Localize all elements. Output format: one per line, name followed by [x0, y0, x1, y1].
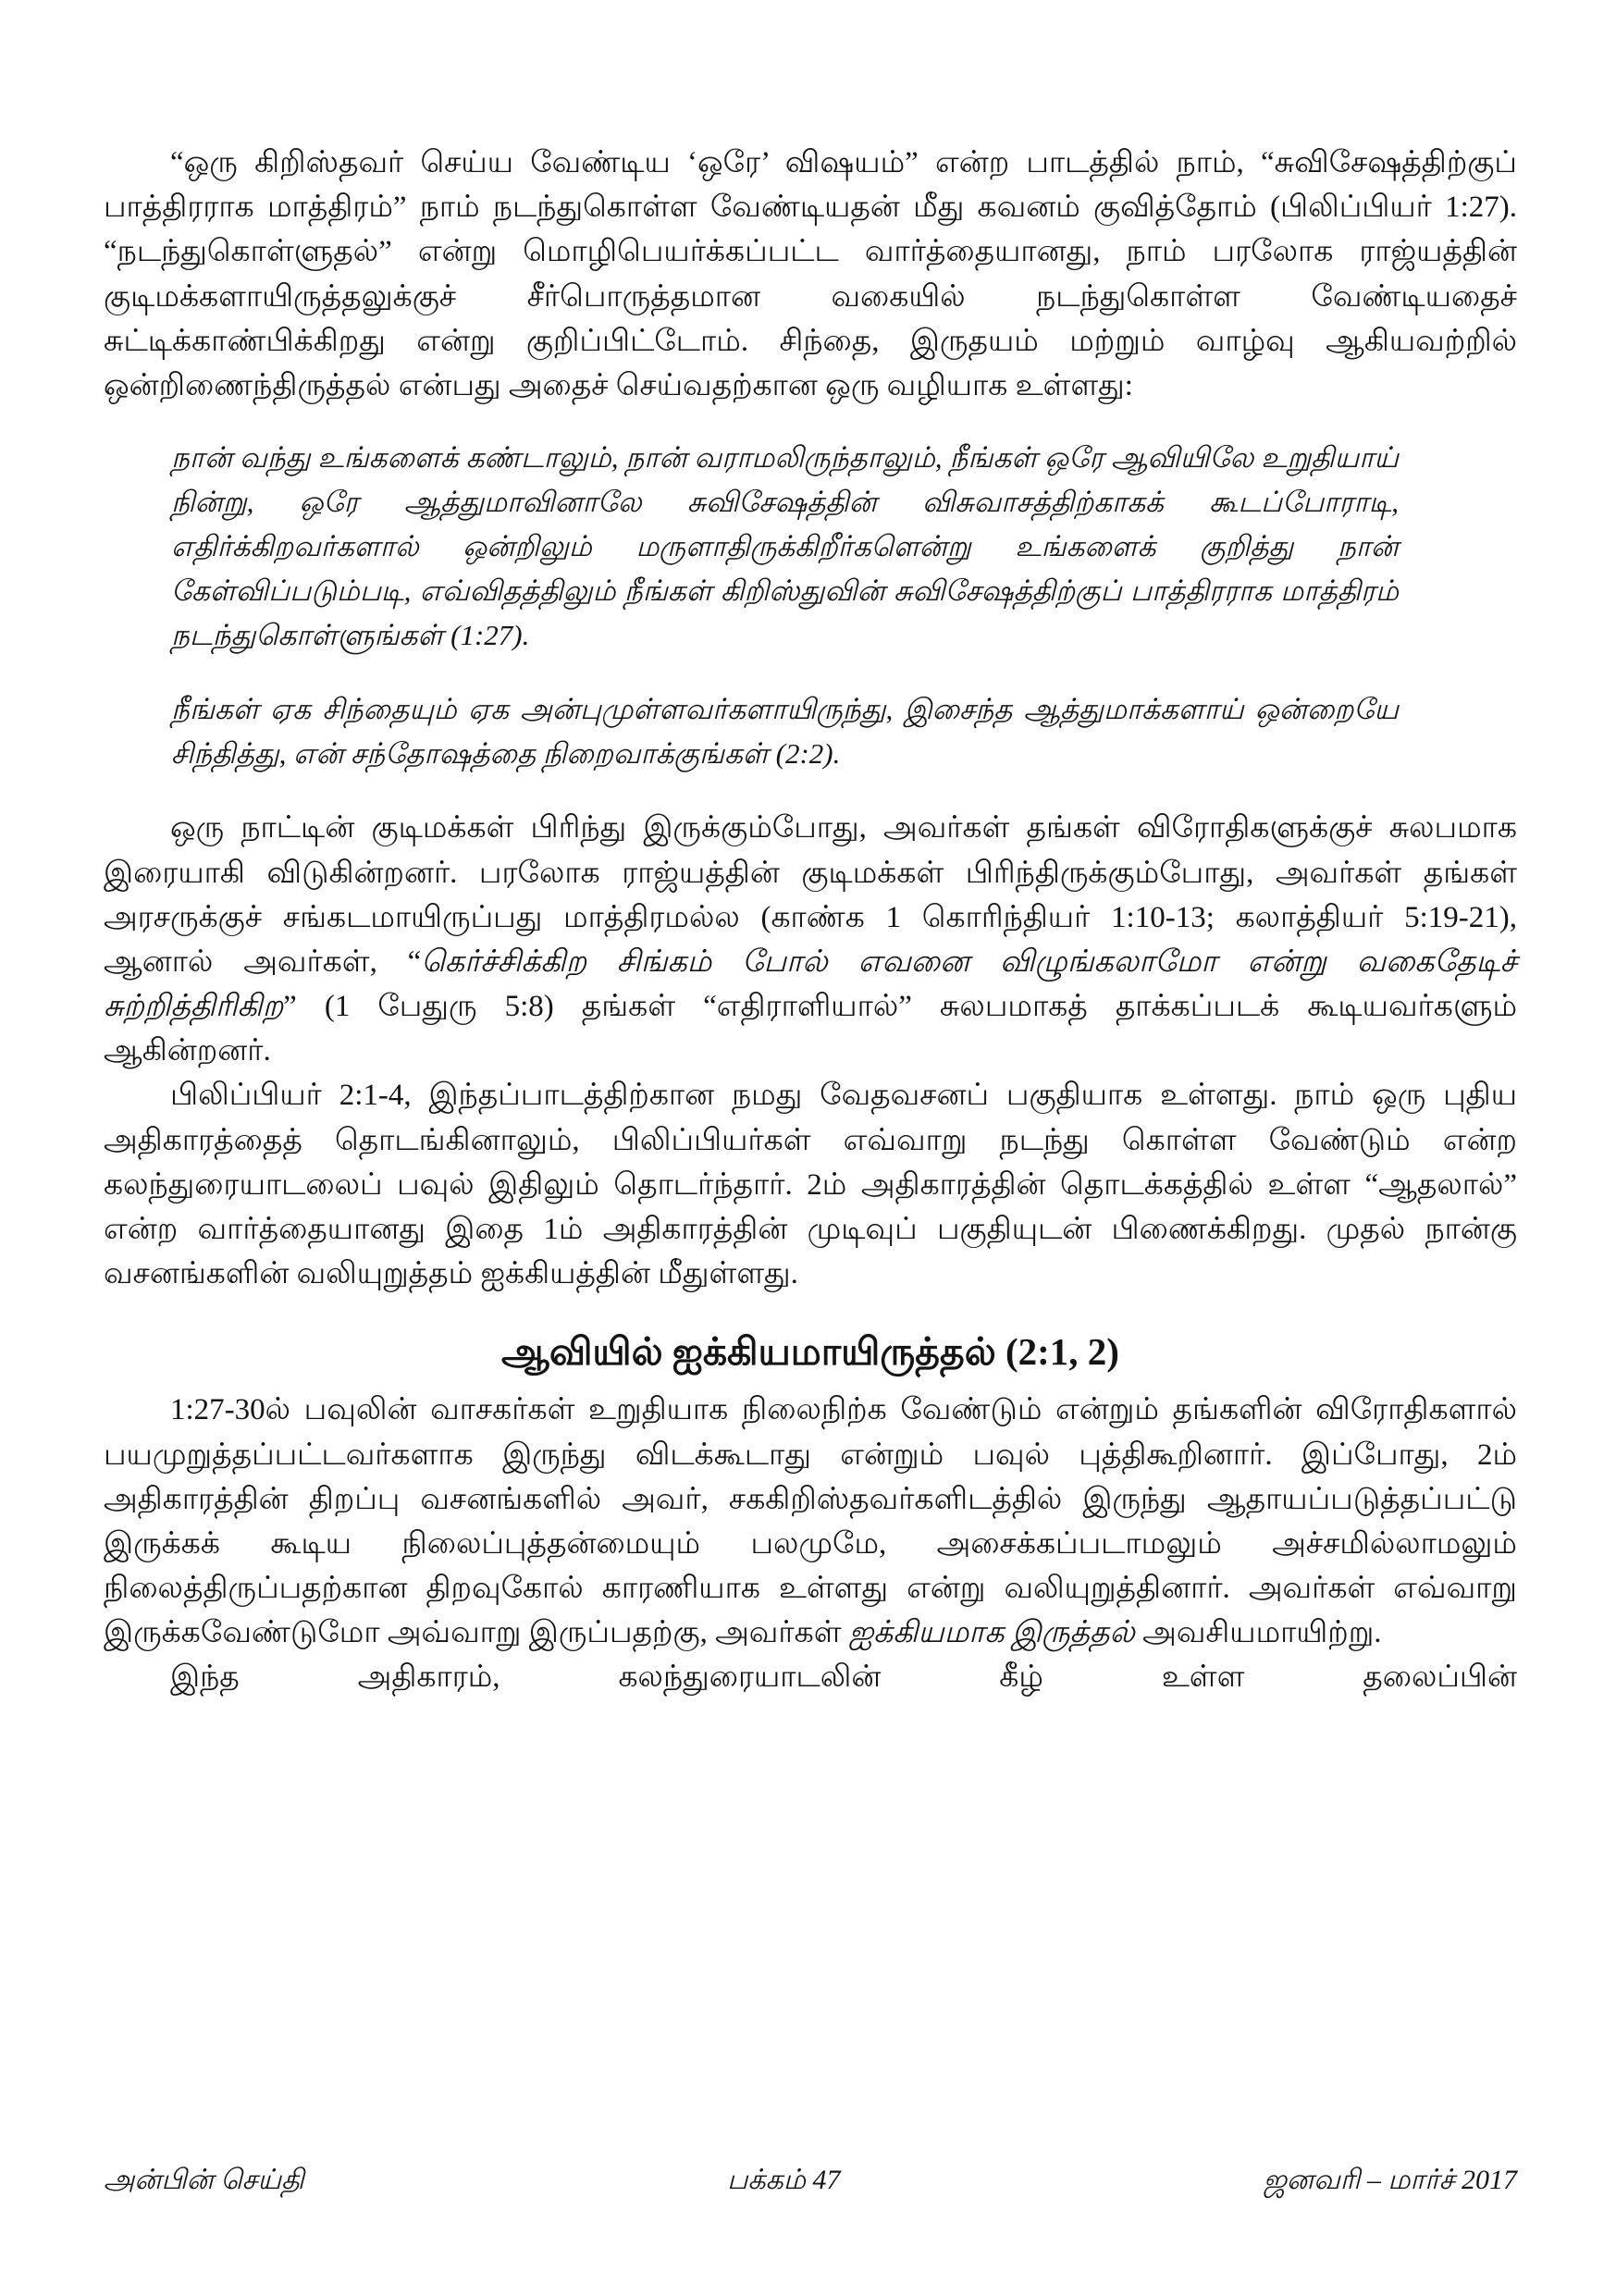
paragraph-phil-2-1-4: பிலிப்பியர் 2:1-4, இந்தப்பாடத்திற்கான நமது வேதவசனப் பகுதியாக உள்ளது. நாம் ஒரு புதிய அதிகாரத்தைத் தொடங்கினாலும், பிலிப்பியர்கள் எவ்வாறு நடந்து கொள்ள வேண்டும் என்ற கலந்துரையாடலைப் பவுல் இதிலும் தொடர்ந்தார். 2ம் அதிகாரத்தின் தொடக்கத்தில் உள்ள “ஆதலால்” என்ற வார்த்தையானது இதை 1ம் அதிகாரத்தின் முடிவுப் பகுதியுடன் பிணைக்கிறது. முதல் நான்கு வசனங்களின் வலியுறுத்தம் ஐக்கியத்தின் மீதுள்ளது. [104, 1079, 1517, 1291]
page-footer [104, 2165, 1517, 2200]
intro-paragraph: “ஒரு கிறிஸ்தவர் செய்ய வேண்டிய ‘ஒரே’ விஷயம்” என்ற பாடத்தில் நாம், “சுவிசேஷத்திற்குப் பாத்திரராக மாத்திரம்” நாம் நடந்துகொள்ள வேண்டியதன் மீது கவனம் குவித்தோம் (பிலிப்பியர் 1:27). “நடந்துகொள்ளுதல்” என்று மொழிபெயர்க்கப்பட்ட வார்த்தையானது, நாம் பரலோக ராஜ்யத்தின் குடிமக்களாயிருத்தலுக்குச் சீர்பொருத்தமான வகையில் நடந்துகொள்ள வேண்டியதைச் சுட்டிக்காண்பிக்கிறது என்று குறிப்பிட்டோம். சிந்தை, இருதயம் மற்றும் வாழ்வு ஆகியவற்றில் ஒன்றிணைந்திருத்தல் என்பது அதைச் செய்வதற்கான ஒரு வழியாக உள்ளது: [104, 146, 1517, 402]
footer-journal-title: அன்பின் செய்தி [104, 2165, 304, 2195]
scripture-quote-phil-2-2: நீங்கள் ஏக சிந்தையும் ஏக அன்புமுள்ளவர்களாயிருந்து, இசைந்த ஆத்துமாக்களாய் ஒன்றையே சிந்தித்து, என் சந்தோஷத்தை நிறைவாக்குங்கள் (2:2). [171, 693, 1399, 771]
footer-page-number: பக்கம் 47 [727, 2165, 841, 2195]
closing-paragraph: இந்த அதிகாரம், கலந்துரையாடலின் கீழ் உள்ள தலைப்பின் [170, 1660, 1517, 1695]
paragraph-1-27-30: 1:27-30ல் பவுலின் வாசகர்கள் உறுதியாக நிலைநிற்க வேண்டும் என்றும் தங்களின் விரோதிகளால் பயமுறுத்தப்பட்டவர்களாக இருந்து விடக்கூடாது என்றும் பவுல் புத்திகூறினார். இப்போது, 2ம் அதிகாரத்தின் திறப்பு வசனங்களில் அவர், சககிறிஸ்தவர்களிடத்தில் இருந்து ஆதாயப்படுத்தப்பட்டு இருக்கக் கூடிய நிலைப்புத்தன்மையும் பலமுமே, அசைக்கப்படாமலும் அச்சமில்லாமலும் நிலைத்திருப்பதற்கான திறவுகோல் காரணியாக உள்ளது என்று வலியுறுத்தினார். அவர்கள் எவ்வாறு இருக்கவேண்டுமோ அவ்வாறு இருப்பதற்கு, அவர்கள் ஐக்கியமாக இருத்தல் அவசியமாயிற்று. [104, 1393, 1517, 1650]
section-heading-unity-in-spirit: ஆவியில் ஐக்கியமாயிருத்தல் (2:1, 2) [501, 1330, 1119, 1374]
scripture-quote-phil-1-27: நான் வந்து உங்களைக் கண்டாலும், நான் வராமலிருந்தாலும், நீங்கள் ஒரே ஆவியிலே உறுதியாய் நின்று, ஒரே ஆத்துமாவினாலே சுவிசேஷத்தின் விசுவாசத்திற்காகக் கூடப்போராடி, எதிர்க்கிறவர்களால் ஒன்றிலும் மருளாதிருக்கிறீர்களென்று உங்களைக் குறித்து நான் கேள்விப்படும்படி, எவ்விதத்திலும் நீங்கள் கிறிஸ்துவின் சுவிசேஷத்திற்குப் பாத்திரராக மாத்திரம் நடந்துகொள்ளுங்கள் (1:27). [171, 441, 1399, 652]
document-content [104, 141, 1517, 1700]
paragraph-divided-citizens: ஒரு நாட்டின் குடிமக்கள் பிரிந்து இருக்கும்போது, அவர்கள் தங்கள் விரோதிகளுக்குச் சுலபமாக இரையாகி விடுகின்றனர். பரலோக ராஜ்யத்தின் குடிமக்கள் பிரிந்திருக்கும்போது, அவர்கள் தங்கள் அரசருக்குச் சங்கடமாயிருப்பது மாத்திரமல்ல (காண்க 1 கொரிந்தியர் 1:10-13; கலாத்தியர் 5:19-21), ஆனால் அவர்கள், “கெர்ச்சிக்கிற சிங்கம் போல் எவனை விழுங்கலாமோ என்று வகைதேடிச் சுற்றித்திரிகிற” (1 பேதுரு 5:8) தங்கள் “எதிராளியால்” சுலபமாகத் தாக்கப்படக் கூடியவர்களும் ஆகின்றனர். [104, 811, 1517, 1068]
footer-issue-date: ஜனவரி – மார்ச் 2017 [1263, 2165, 1517, 2195]
